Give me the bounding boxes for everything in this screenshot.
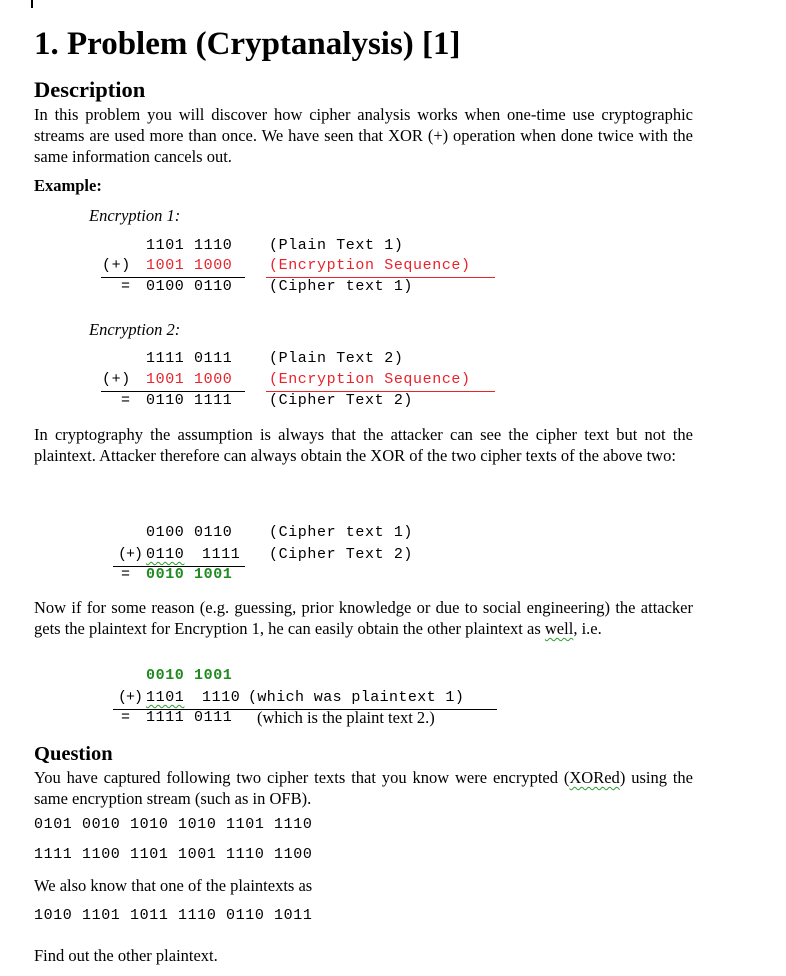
xor-plus-operator: (+) bbox=[118, 546, 143, 563]
recover-plain2-note: (which is the plaint text 2.) bbox=[257, 708, 435, 727]
reason-well: well bbox=[544, 619, 574, 638]
enc2-equals-operator: = bbox=[121, 392, 131, 409]
known-plaintext-text: We also know that one of the plaintexts as bbox=[34, 876, 313, 895]
recover-equals-operator: = bbox=[121, 709, 131, 726]
recover-plain1-note: (which was plaintext 1) bbox=[248, 689, 465, 706]
question-text-c: ) using the same encryption stream (such as in OFB). bbox=[34, 768, 693, 808]
xor-ct1-note: (Cipher text 1) bbox=[269, 524, 414, 541]
enc1-plain-bits: 1101 1110 bbox=[146, 237, 233, 254]
captured-cipher-1: 0101 0010 1010 1010 1101 1110 bbox=[34, 816, 313, 833]
xor-ct2-note: (Cipher Text 2) bbox=[269, 546, 414, 563]
recover-plain1-bits-a: 1101 bbox=[146, 689, 185, 706]
enc2-cipher-note: (Cipher Text 2) bbox=[269, 392, 414, 409]
recover-xor-bits: 0010 1001 bbox=[146, 667, 233, 684]
xor-result-bits: 0010 1001 bbox=[146, 566, 233, 583]
question-text bbox=[34, 767, 693, 809]
enc1-plus-operator: (+) bbox=[102, 257, 131, 274]
reason-paragraph bbox=[34, 597, 693, 639]
xor-ct2-bits-a: 0110 bbox=[146, 546, 185, 563]
enc2-sequence-bits: 1001 1000 bbox=[146, 371, 233, 388]
enc2-cipher-bits: 0110 1111 bbox=[146, 392, 233, 409]
xor-ct1-bits: 0100 0110 bbox=[146, 524, 233, 541]
encryption-1-label: Encryption 1: bbox=[89, 206, 181, 225]
question-xored: XORed bbox=[569, 768, 620, 787]
recover-plain2-bits: 1111 0111 bbox=[146, 709, 233, 726]
known-plaintext-bits: 1010 1101 1011 1110 0110 1011 bbox=[34, 907, 313, 924]
top-edge-mark bbox=[31, 0, 33, 8]
enc1-sequence-note: (Encryption Sequence) bbox=[269, 257, 471, 274]
enc1-plain-note: (Plain Text 1) bbox=[269, 237, 404, 254]
enc1-cipher-note: (Cipher text 1) bbox=[269, 278, 414, 295]
enc1-equals-operator: = bbox=[121, 278, 131, 295]
enc1-sequence-bits: 1001 1000 bbox=[146, 257, 233, 274]
question-heading: Question bbox=[34, 743, 113, 765]
description-heading: Description bbox=[34, 77, 146, 102]
xor-equals-operator: = bbox=[121, 566, 131, 583]
enc1-cipher-bits: 0100 0110 bbox=[146, 278, 233, 295]
reason-ie: , i.e. bbox=[573, 619, 602, 638]
captured-cipher-2: 1111 1100 1101 1001 1110 1100 bbox=[34, 846, 313, 863]
enc2-sequence-note: (Encryption Sequence) bbox=[269, 371, 471, 388]
encryption-2-label: Encryption 2: bbox=[89, 320, 181, 339]
task-text: Find out the other plaintext. bbox=[34, 946, 218, 965]
recover-plain1-bits-b: 1110 bbox=[202, 689, 241, 706]
enc2-plain-note: (Plain Text 2) bbox=[269, 350, 404, 367]
page-title: 1. Problem (Cryptanalysis) [1] bbox=[34, 26, 461, 62]
reason-text: Now if for some reason (e.g. guessing, prior knowledge or due to social engineering) the attacker gets the plaintext for Encryption 1, he can easily obtain the other plaintext as bbox=[34, 598, 693, 638]
assumption-paragraph: In cryptography the assumption is always that the attacker can see the cipher text but not the plaintext. Attacker therefore can always obtain the XOR of the two cipher texts of the above two: bbox=[34, 425, 693, 465]
xor-ct2-bits-b: 1111 bbox=[202, 546, 241, 563]
example-label: Example: bbox=[34, 176, 102, 195]
enc2-plus-operator: (+) bbox=[102, 371, 131, 388]
description-intro: In this problem you will discover how cipher analysis works when one-time use cryptographic streams are used more than once. We have seen that XOR (+) operation when done twice with the same information cancels out. bbox=[34, 105, 693, 166]
question-text-a: You have captured following two cipher texts that you know were encrypted ( bbox=[34, 768, 570, 787]
recover-plus-operator: (+) bbox=[118, 689, 143, 706]
enc2-plain-bits: 1111 0111 bbox=[146, 350, 233, 367]
